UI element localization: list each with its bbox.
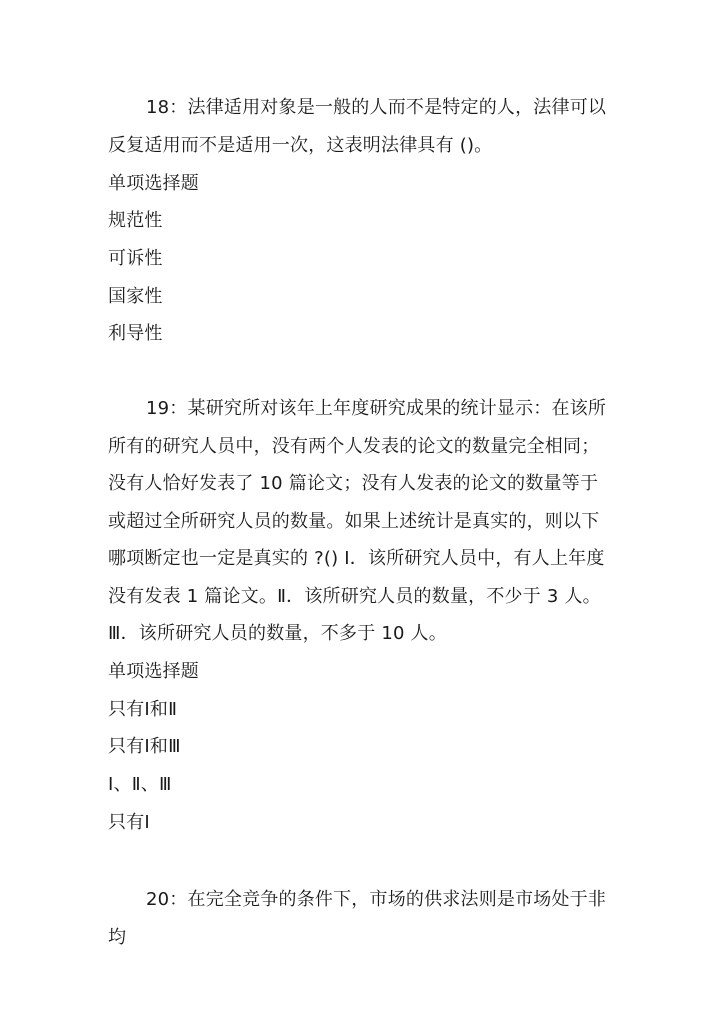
question-18-option-c: 国家性 (108, 286, 163, 307)
question-18-option-d: 利导性 (108, 323, 163, 344)
question-18-stem: 18：法律适用对象是一般的人而不是特定的人，法律可以反复适用而不是适用一次，这表明法律具有 ()。 (108, 97, 607, 156)
question-19-option-d: 只有Ⅰ (108, 812, 150, 833)
question-19-option-b: 只有Ⅰ和Ⅲ (108, 736, 181, 757)
question-19-option-c: Ⅰ、Ⅱ、Ⅲ (108, 774, 172, 795)
question-18-type: 单项选择题 (108, 173, 199, 194)
question-19-option-a: 只有Ⅰ和Ⅱ (108, 699, 178, 720)
question-20-stem: 20：在完全竞争的条件下，市场的供求法则是市场处于非均 (108, 889, 607, 948)
question-19-stem: 19：某研究所对该年上年度研究成果的统计显示：在该所所有的研究人员中，没有两个人发表的论文的数量完全相同；没有人恰好发表了 10 篇论文；没有人发表的论文的数量等于或超过全所研究人员的数量。如果上述统计是真实的，则以下哪项断定也一定是真实的 ?() Ⅰ．该所研究人员中，有人上年度没有发表 1 篇论文。Ⅱ．该所研究人员的数量，不少于 3 人。Ⅲ．该所研究人员的数量，不多于 10 人。 (108, 398, 607, 644)
question-18-option-b: 可诉性 (108, 248, 163, 269)
question-19-type: 单项选择题 (108, 661, 199, 682)
question-18-option-a: 规范性 (108, 210, 163, 231)
